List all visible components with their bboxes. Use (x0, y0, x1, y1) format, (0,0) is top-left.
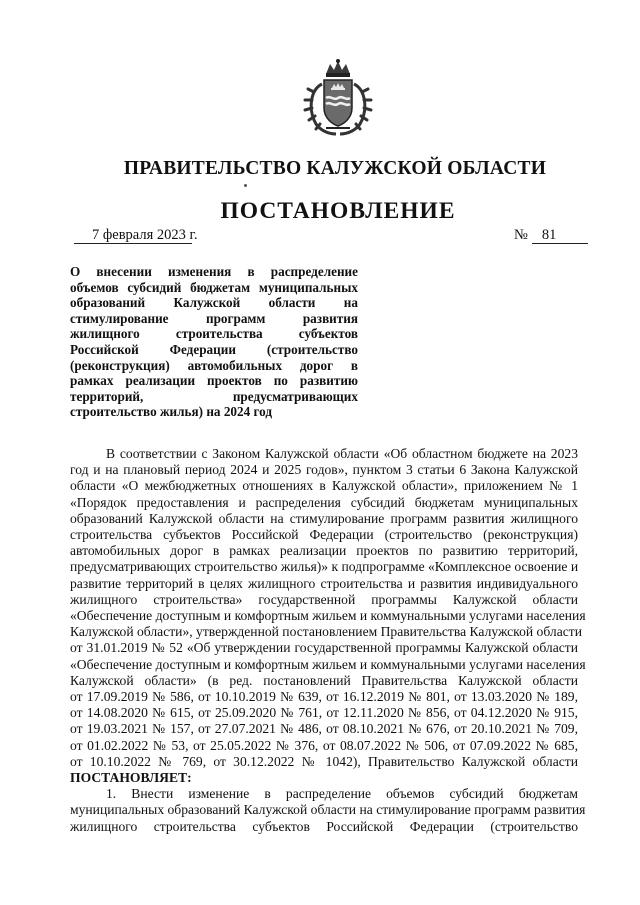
subject-line: стимулирование программ развития (70, 310, 358, 326)
body-line: «Обеспечение доступным и комфортным жильем и коммунальными услугами населения (70, 656, 586, 672)
document-date: 7 февраля 2023 г. (74, 227, 192, 244)
body-line: от 17.09.2019 № 586, от 10.10.2019 № 639, от 16.12.2019 № 801, от 13.03.2020 № 189, (70, 689, 578, 705)
body-line: строительства субъектов Российской Федерации (строительство (реконструкция) (70, 527, 578, 543)
body-line: год и на плановый период 2024 и 2025 годов», пунктом 3 статьи 6 Закона Калужской (70, 462, 578, 478)
body-line: автомобильных дорог в рамках реализации проектов по развитию территорий, (70, 543, 578, 559)
document-body (70, 446, 586, 835)
document-type: ПОСТАНОВЛЕНИЕ (220, 198, 456, 224)
body-line: образований Калужской области на стимулирование программ развития жилищного (70, 510, 578, 526)
subject-line: строительство жилья) на 2024 год (70, 404, 273, 420)
body-line: от 14.08.2020 № 615, от 25.09.2020 № 761, от 12.11.2020 № 856, от 04.12.2020 № 915, (70, 705, 578, 721)
clause-line: 1. Внести изменение в распределение объемов субсидий бюджетам (106, 786, 578, 802)
subject-line: образований Калужской области на (70, 295, 358, 311)
clause-line: муниципальных образований Калужской области на стимулирование программ развития (70, 802, 586, 818)
subject-line: (реконструкция) автомобильных дорог в (70, 357, 358, 373)
body-line: В соответствии с Законом Калужской области «Об областном бюджете на 2023 (106, 446, 578, 461)
document-subject (70, 264, 358, 420)
body-line: от 31.01.2019 № 52 «Об утверждении государственной программы Калужской области (70, 640, 578, 656)
body-line: развитие территорий в целях жилищного строительства и развития индивидуального (70, 575, 578, 591)
body-line: области «О межбюджетных отношениях в Калужской области», приложением № 1 (70, 478, 578, 494)
body-line: Калужской области», утвержденной постановлением Правительства Калужской области (70, 624, 582, 640)
body-line: «Обеспечение доступным и комфортным жильем и коммунальными услугами населения (70, 608, 586, 624)
subject-line: О внесении изменения в распределение (70, 264, 358, 279)
body-line: жилищного строительства» государственной программы Калужской области (70, 591, 578, 607)
document-number-block (514, 227, 588, 244)
document-number: 81 (532, 227, 588, 244)
coat-of-arms-icon (302, 58, 374, 136)
subject-line: территорий, предусматривающих (70, 388, 358, 404)
subject-line: объемов субсидий бюджетам муниципальных (70, 279, 358, 295)
number-label: № (514, 227, 528, 243)
government-title: ПРАВИТЕЛЬСТВО КАЛУЖСКОЙ ОБЛАСТИ (123, 158, 547, 179)
subject-line: Российской Федерации (строительство (70, 341, 358, 357)
subject-line: жилищного строительства субъектов (70, 326, 358, 342)
body-line: от 01.02.2022 № 53, от 25.05.2022 № 376, от 08.07.2022 № 506, от 07.09.2022 № 685, (70, 737, 578, 753)
scan-dot (244, 184, 247, 187)
body-line: Калужской области» (в ред. постановлений Правительства Калужской области (70, 672, 578, 688)
subject-line: рамках реализации проектов по развитию (70, 373, 358, 389)
body-line: от 10.10.2022 № 769, от 30.12.2022 № 1042), Правительство Калужской области (70, 753, 578, 769)
body-line: от 19.03.2021 № 157, от 27.07.2021 № 486, от 08.10.2021 № 676, от 20.10.2021 № 709, (70, 721, 578, 737)
body-line: предусматривающих строительство жилья)» к подпрограмме «Комплексное освоение и (70, 559, 579, 575)
body-line: «Порядок предоставления и распределения субсидий бюджетам муниципальных (70, 494, 578, 510)
clause-line: жилищного строительства субъектов Российской Федерации (строительство (70, 818, 578, 834)
resolves-heading: ПОСТАНОВЛЯЕТ: (70, 770, 192, 786)
